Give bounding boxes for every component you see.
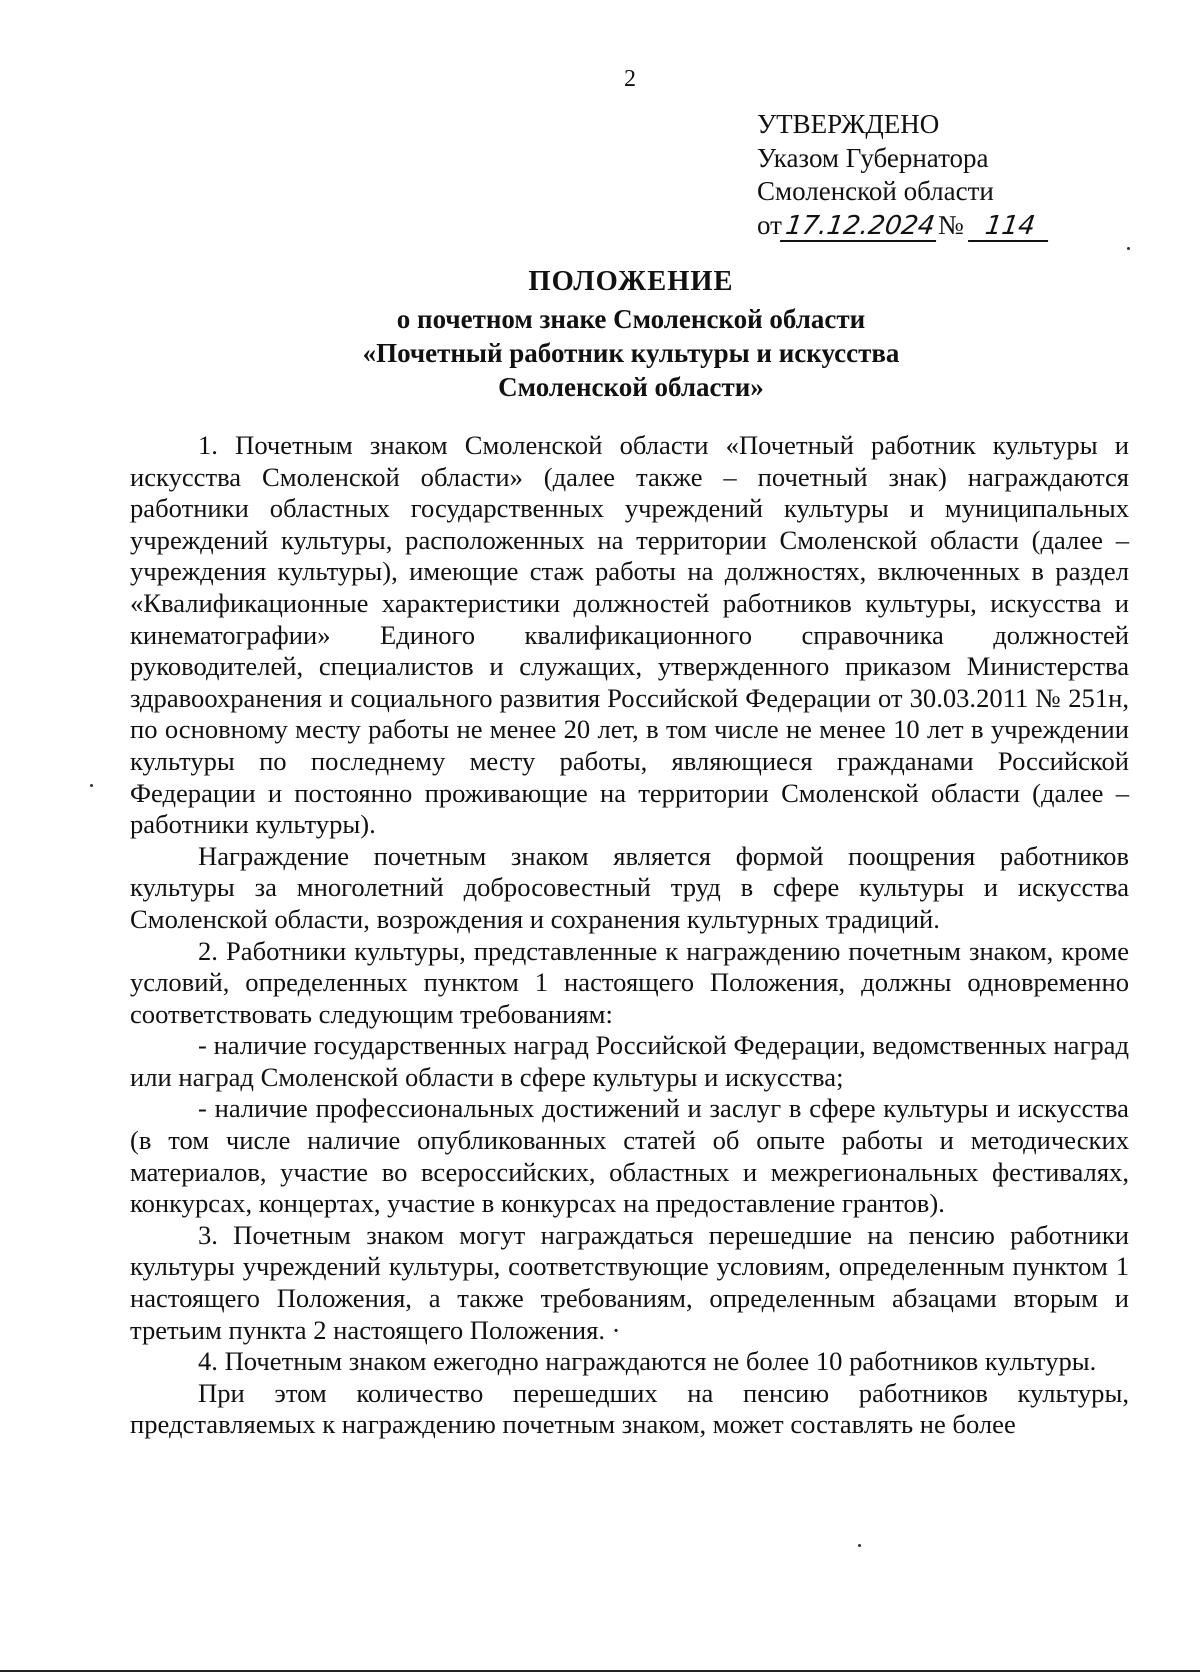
paragraph-2: Награждение почетным знаком является формой поощрения работников культуры за многолетний добросовестный труд в сфере культуры и искусства Смоленской области, возрождения и сохранения культурных традиций. bbox=[130, 840, 1129, 934]
approval-line-region: Смоленской области bbox=[757, 176, 994, 206]
document-title-block bbox=[0, 265, 1200, 404]
scan-speck bbox=[1127, 247, 1130, 250]
scan-bottom-edge bbox=[0, 1670, 1200, 1672]
date-prefix: от bbox=[757, 209, 782, 240]
handwritten-date: 17.12.2024 bbox=[780, 212, 940, 242]
paragraph-8: При этом количество перешедших на пенсию работников культуры, представляемых к награждению почетным знаком, может составлять не более bbox=[130, 1377, 1129, 1440]
paragraph-6: 3. Почетным знаком могут награждаться перешедшие на пенсию работники культуры учреждений культуры, соответствующие условиям, определенным пунктом 1 настоящего Положения, а также требованиям, определенным абзацами вторым и третьим пункта 2 настоящего Положения. · bbox=[130, 1219, 1129, 1345]
handwritten-number: 114 bbox=[968, 212, 1052, 242]
paragraph-7: 4. Почетным знаком ежегодно награждаются не более 10 работников культуры. bbox=[198, 1346, 1097, 1377]
approval-line-approved: УТВЕРЖДЕНО bbox=[757, 109, 940, 139]
approval-date-line bbox=[757, 209, 1050, 243]
approval-line-decree: Указом Губернатора bbox=[757, 142, 989, 173]
number-prefix: № bbox=[937, 209, 964, 240]
title-line-2: «Почетный работник культуры и искусства bbox=[362, 338, 900, 368]
title-line-1: о почетном знаке Смоленской области bbox=[396, 304, 866, 334]
page-number: 2 bbox=[624, 66, 636, 92]
title-line-3: Смоленской области» bbox=[498, 372, 764, 402]
document-heading: ПОЛОЖЕНИЕ bbox=[528, 266, 734, 297]
paragraph-5: - наличие профессиональных достижений и заслуг в сфере культуры и искусства (в том числе наличие опубликованных статей об опыте работы и методических материалов, участие во всероссийских, областных и межрегиональных фестивалях, конкурсах, концертах, участие в конкурсах на предоставление грантов). bbox=[130, 1093, 1129, 1219]
paragraph-4: - наличие государственных наград Российской Федерации, ведомственных наград или наград Смоленской области в сфере культуры и искусства; bbox=[130, 1030, 1129, 1092]
document-body bbox=[130, 430, 1129, 1441]
scan-speck bbox=[858, 1544, 861, 1547]
paragraph-3: 2. Работники культуры, представленные к награждению почетным знаком, кроме условий, определенных пунктом 1 настоящего Положения, должны одновременно соответствовать следующим требованиям: bbox=[130, 935, 1129, 1029]
paragraph-1: 1. Почетным знаком Смоленской области «Почетный работник культуры и искусства Смоленской области» (далее также – почетный знак) награждаются работники областных государственных учреждений культуры и муниципальных учреждений культуры, расположенных на территории Смоленской области (далее – учреждения культуры), имеющие стаж работы на должностях, включенных в раздел «Квалификационные характеристики должностей работников культуры, искусства и кинематографии» Единого квалификационного справочника должностей руководителей, специалистов и служащих, утвержденного приказом Министерства здравоохранения и социального развития Российской Федерации от 30.03.2011 № 251н, по основному месту работы не менее 20 лет, в том числе не менее 10 лет в учреждении культуры по последнему месту работы, являющиеся гражданами Российской Федерации и постоянно проживающие на территории Смоленской области (далее – работники культуры). bbox=[130, 430, 1129, 840]
scan-speck bbox=[90, 784, 93, 787]
approval-stamp-block bbox=[757, 108, 1050, 242]
